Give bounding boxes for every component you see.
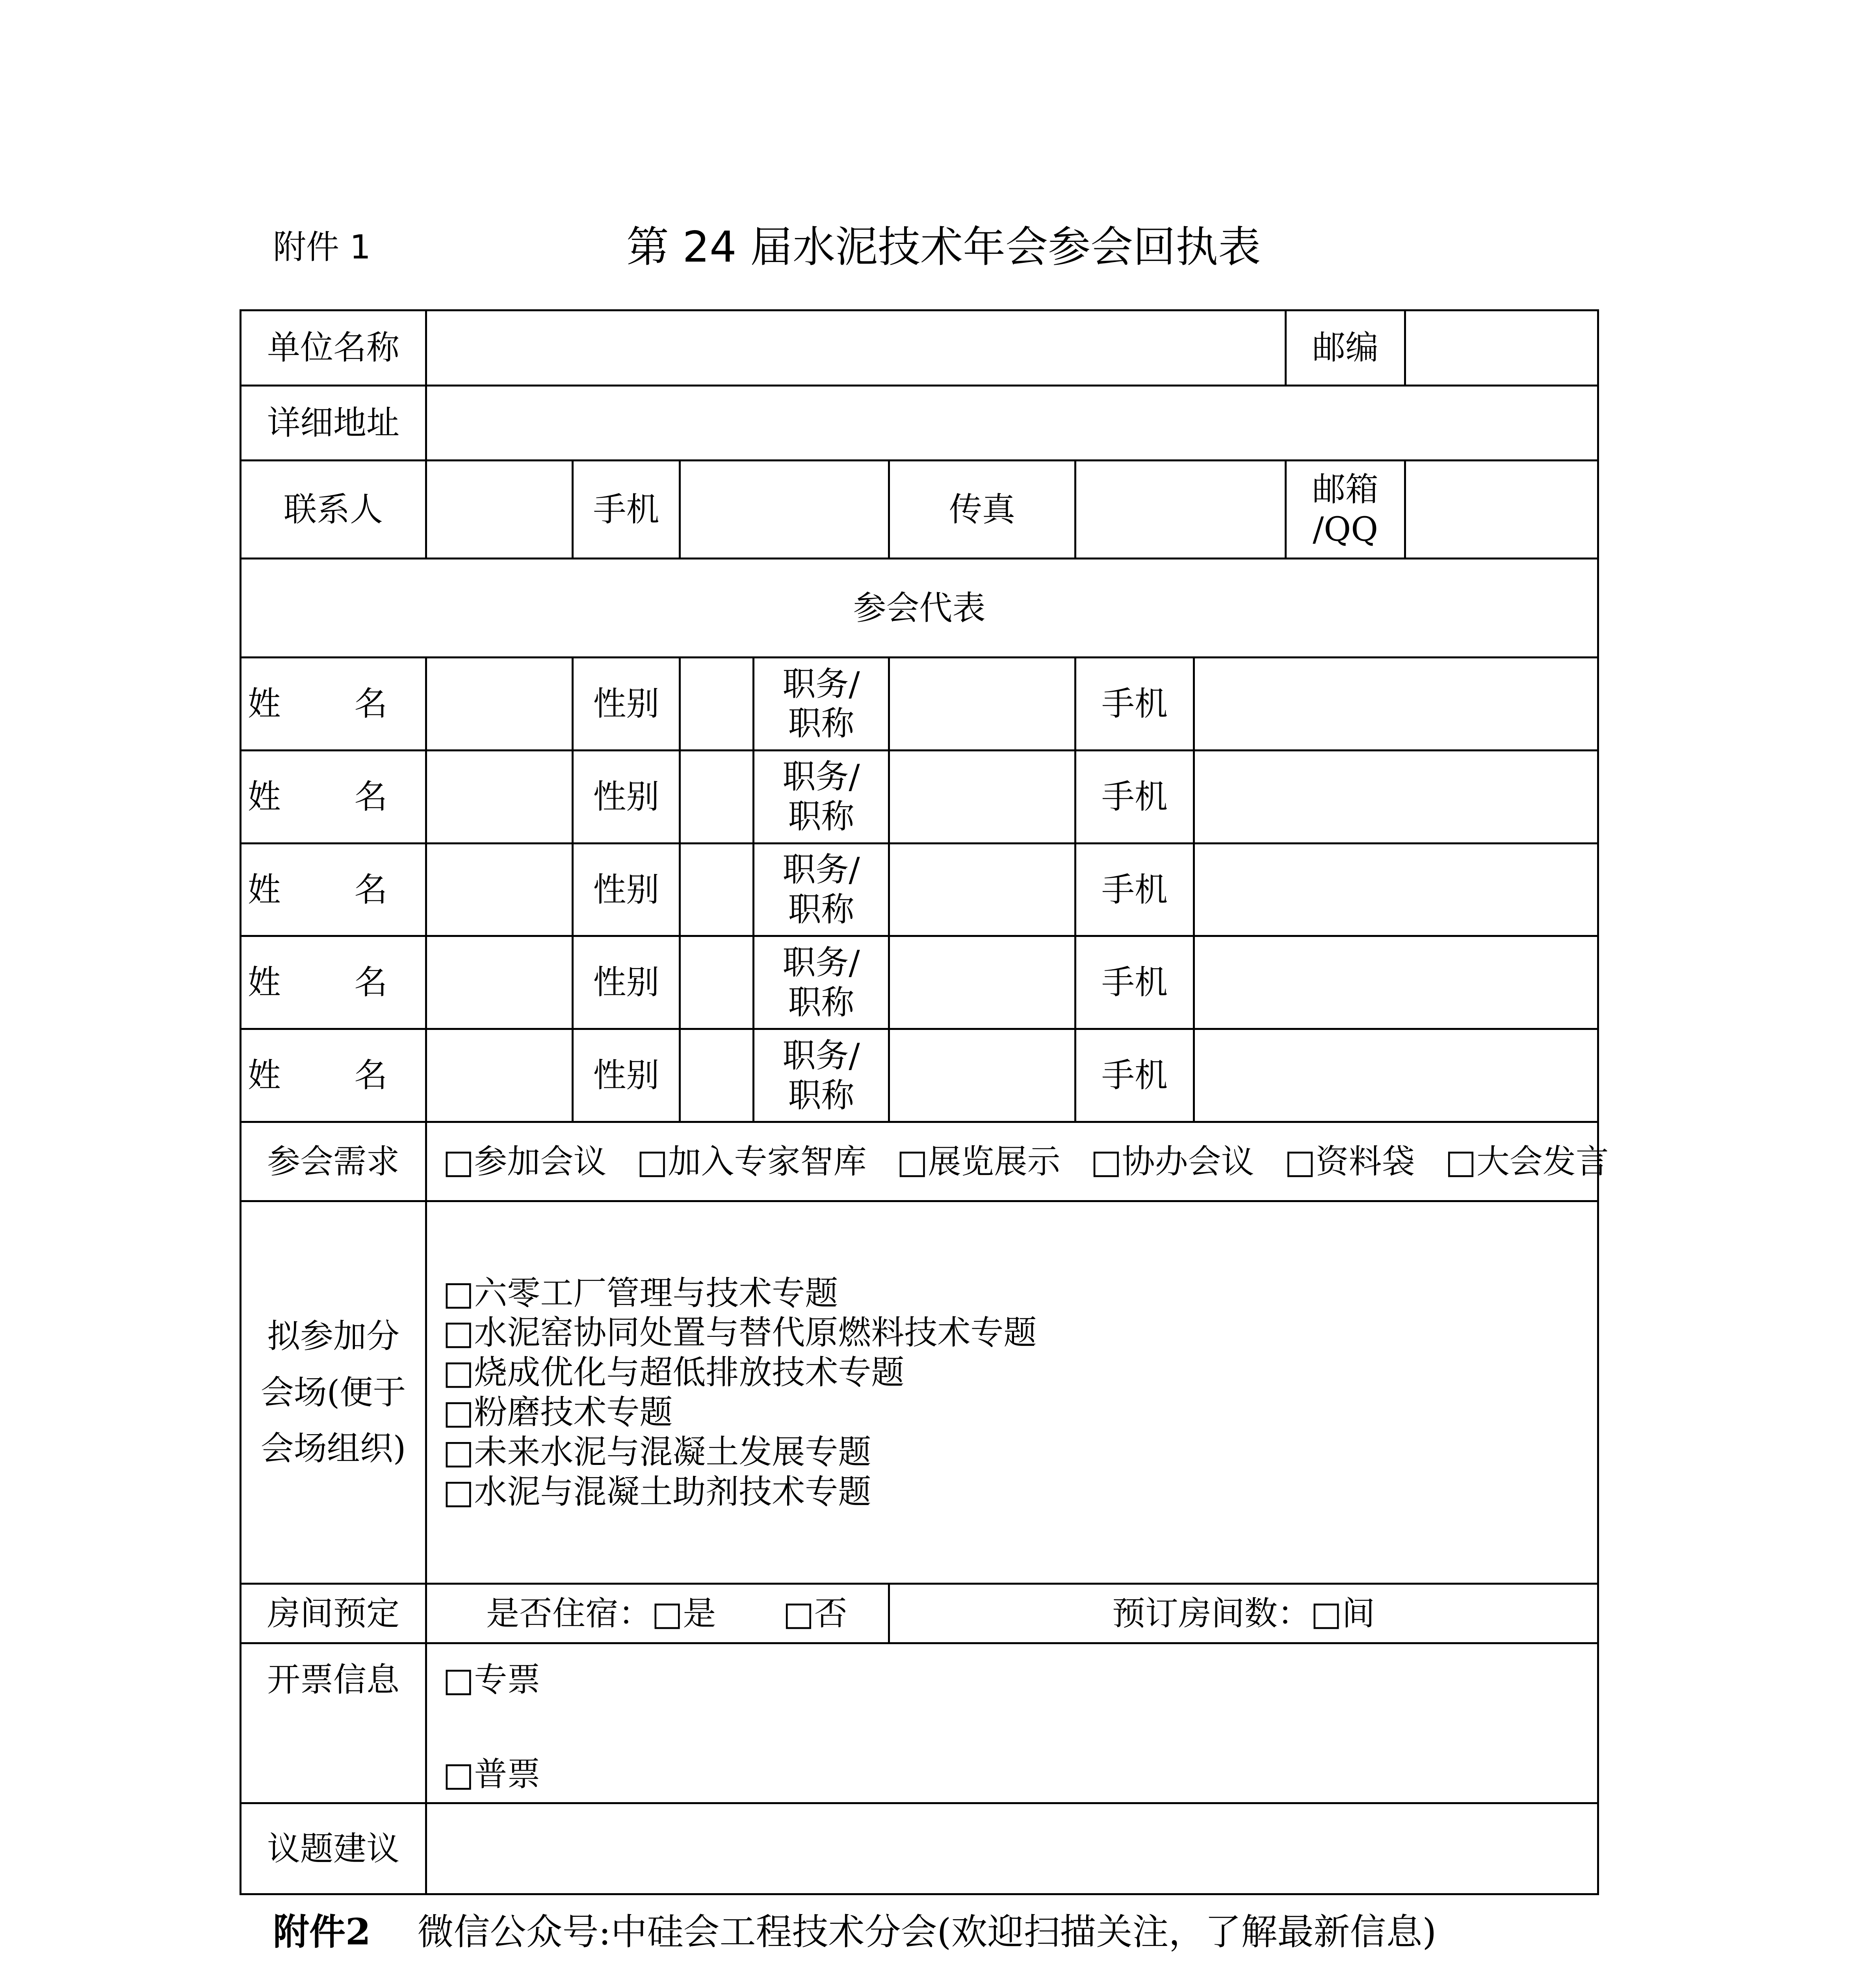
email-field[interactable] (1405, 461, 1598, 559)
delegate-position-field[interactable] (889, 843, 1075, 936)
delegate-position-label: 职务/ 职称 (754, 1029, 889, 1122)
room-count-label: 预订房间数： (1112, 1594, 1311, 1633)
delegate-name-label: 姓 名 (241, 658, 426, 751)
sessions-label: 拟参加分 会场(便于 会场组织) (241, 1201, 426, 1583)
postcode-field[interactable] (1405, 310, 1598, 386)
session-option[interactable]: □水泥与混凝土助剂技术专题 (443, 1472, 871, 1511)
needs-option-material-bag[interactable]: □资料袋 (1284, 1142, 1415, 1181)
delegate-mobile-label: 手机 (1075, 843, 1194, 936)
delegate-mobile-label: 手机 (1075, 750, 1194, 843)
delegate-row (241, 843, 1598, 936)
delegate-mobile-field[interactable] (1194, 750, 1598, 843)
delegate-gender-label: 性别 (573, 1029, 680, 1122)
delegate-gender-field[interactable] (680, 658, 754, 751)
delegate-position-label: 职务/ 职称 (754, 658, 889, 751)
attachment-2-line (273, 1903, 1436, 1955)
delegate-position-label: 职务/ 职称 (754, 936, 889, 1029)
room-stay-cell (426, 1584, 889, 1643)
row-suggestions (241, 1803, 1598, 1894)
address-label: 详细地址 (241, 385, 426, 461)
delegate-name-label: 姓 名 (241, 1029, 426, 1122)
delegate-gender-field[interactable] (680, 750, 754, 843)
row-invoice (241, 1643, 1598, 1803)
delegate-name-label: 姓 名 (241, 750, 426, 843)
contact-field[interactable] (426, 461, 573, 559)
delegate-mobile-label: 手机 (1075, 936, 1194, 1029)
delegate-mobile-field[interactable] (1194, 1029, 1598, 1122)
delegate-name-field[interactable] (426, 1029, 573, 1122)
invoice-label: 开票信息 (241, 1643, 426, 1803)
delegate-name-field[interactable] (426, 658, 573, 751)
email-label: 邮箱 /QQ (1286, 461, 1405, 559)
postcode-label: 邮编 (1286, 310, 1405, 386)
fax-label: 传真 (889, 461, 1075, 559)
fax-field[interactable] (1075, 461, 1286, 559)
session-option[interactable]: □粉磨技术专题 (443, 1392, 673, 1431)
page-title: 第 24 届水泥技术年会参会回执表 (626, 223, 1261, 272)
contact-mobile-label: 手机 (573, 461, 680, 559)
delegate-mobile-label: 手机 (1075, 658, 1194, 751)
delegate-row (241, 658, 1598, 751)
room-no-option[interactable]: □否 (783, 1594, 847, 1633)
row-address (241, 385, 1598, 461)
delegate-name-field[interactable] (426, 936, 573, 1029)
delegate-name-label: 姓 名 (241, 936, 426, 1029)
needs-option-speech[interactable]: □大会发言 (1445, 1142, 1609, 1181)
needs-option-think-tank[interactable]: □加入专家智库 (637, 1142, 867, 1181)
needs-option-co-host[interactable]: □协办会议 (1090, 1142, 1254, 1181)
delegate-name-label: 姓 名 (241, 843, 426, 936)
delegate-mobile-field[interactable] (1194, 658, 1598, 751)
invoice-special-option[interactable]: □专票 (443, 1660, 541, 1699)
row-contact (241, 461, 1598, 559)
room-count-field[interactable]: □间 (1310, 1594, 1375, 1633)
session-option[interactable]: □未来水泥与混凝土发展专题 (443, 1432, 871, 1471)
delegate-mobile-field[interactable] (1194, 936, 1598, 1029)
needs-option-attend[interactable]: □参加会议 (443, 1142, 607, 1181)
delegate-gender-label: 性别 (573, 658, 680, 751)
suggest-label: 议题建议 (241, 1803, 426, 1894)
session-option[interactable]: □六零工厂管理与技术专题 (443, 1273, 838, 1312)
delegate-name-field[interactable] (426, 843, 573, 936)
needs-label: 参会需求 (241, 1122, 426, 1201)
delegate-gender-label: 性别 (573, 750, 680, 843)
delegate-name-field[interactable] (426, 750, 573, 843)
invoice-normal-option[interactable]: □普票 (443, 1755, 541, 1794)
row-delegates-title (241, 559, 1598, 658)
contact-label: 联系人 (241, 461, 426, 559)
delegate-gender-label: 性别 (573, 843, 680, 936)
row-room (241, 1584, 1598, 1643)
delegate-gender-field[interactable] (680, 1029, 754, 1122)
delegate-row (241, 936, 1598, 1029)
row-sessions (241, 1201, 1598, 1583)
registration-form-table (240, 309, 1609, 1895)
attachment-1-label: 附件 1 (273, 228, 371, 266)
delegate-position-field[interactable] (889, 658, 1075, 751)
contact-mobile-field[interactable] (680, 461, 889, 559)
row-unit (241, 310, 1598, 386)
delegate-gender-label: 性别 (573, 936, 680, 1029)
delegate-position-label: 职务/ 职称 (754, 843, 889, 936)
delegate-row (241, 1029, 1598, 1122)
delegate-gender-field[interactable] (680, 843, 754, 936)
address-field[interactable] (426, 385, 1598, 461)
unit-name-field[interactable] (426, 310, 1286, 386)
room-stay-label: 是否住宿： (486, 1594, 652, 1633)
needs-option-exhibition[interactable]: □展览展示 (897, 1142, 1061, 1181)
session-option[interactable]: □水泥窑协同处置与替代原燃料技术专题 (443, 1313, 1037, 1352)
delegate-position-label: 职务/ 职称 (754, 750, 889, 843)
room-label: 房间预定 (241, 1584, 426, 1643)
session-option[interactable]: □烧成优化与超低排放技术专题 (443, 1353, 905, 1392)
suggest-field[interactable] (426, 1803, 1598, 1894)
delegate-position-field[interactable] (889, 750, 1075, 843)
row-needs (241, 1122, 1598, 1201)
attachment-2-text: 微信公众号:中硅会工程技术分会(欢迎扫描关注，了解最新信息) (417, 1911, 1437, 1953)
invoice-options (426, 1643, 1598, 1803)
needs-options (426, 1122, 1609, 1201)
room-count-cell (889, 1584, 1598, 1643)
delegate-position-field[interactable] (889, 936, 1075, 1029)
room-yes-option[interactable]: □是 (652, 1594, 716, 1633)
delegates-title: 参会代表 (241, 559, 1598, 658)
delegate-mobile-label: 手机 (1075, 1029, 1194, 1122)
attachment-2-label: 附件2 (273, 1911, 371, 1953)
delegate-gender-field[interactable] (680, 936, 754, 1029)
delegate-position-field[interactable] (889, 1029, 1075, 1122)
delegate-mobile-field[interactable] (1194, 843, 1598, 936)
delegate-row (241, 750, 1598, 843)
sessions-options (426, 1201, 1598, 1583)
unit-name-label: 单位名称 (241, 310, 426, 386)
